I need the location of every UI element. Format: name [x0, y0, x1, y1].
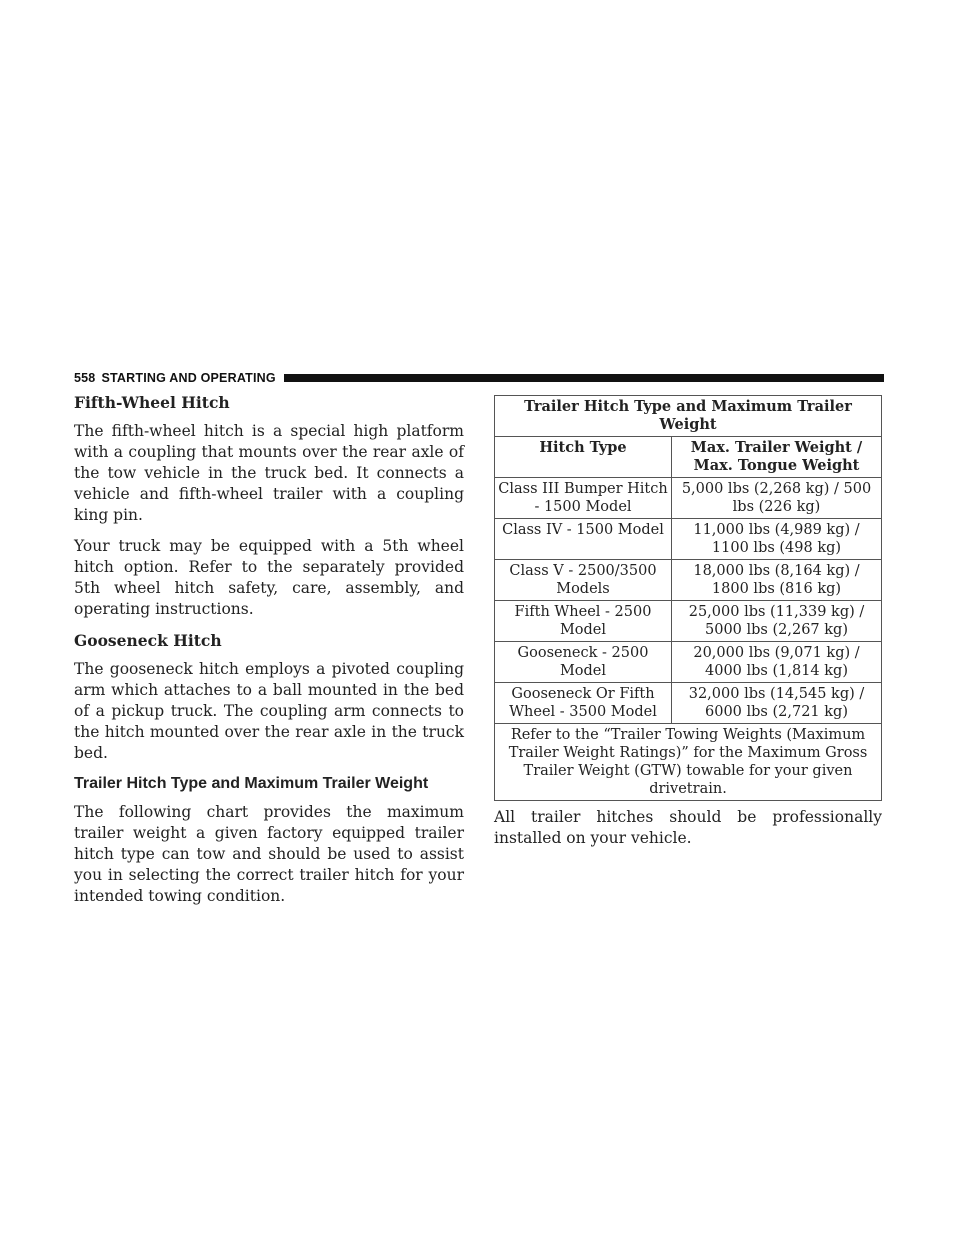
table-title: Trailer Hitch Type and Maximum Trailer Weight [495, 396, 882, 437]
section-title: STARTING AND OPERATING [101, 371, 276, 385]
table-row [495, 560, 882, 601]
table-footer-note: Refer to the “Trailer Towing Weights (Maximum Trailer Weight Ratings)” for the Maximum Gross Trailer Weight (GTW) towable for your given drivetrain. [495, 724, 882, 801]
page-number: 558 [74, 371, 96, 385]
left-column [74, 392, 464, 917]
weight-cell: 32,000 lbs (14,545 kg) / 6000 lbs (2,721 kg) [672, 683, 882, 724]
installation-note: All trailer hitches should be professionally installed on your vehicle. [494, 808, 882, 847]
gooseneck-paragraph: The gooseneck hitch employs a pivoted coupling arm which attaches to a ball mounted in the bed of a pickup truck. The coupling arm connects to the hitch mounted over the rear axle in the truck bed. [74, 660, 464, 762]
table-row [495, 642, 882, 683]
table-row [495, 683, 882, 724]
header-rule [284, 374, 884, 382]
weight-cell: 5,000 lbs (2,268 kg) / 500 lbs (226 kg) [672, 478, 882, 519]
table-row [495, 601, 882, 642]
trailer-hitch-paragraph: The following chart provides the maximum trailer weight a given factory equipped trailer hitch type can tow and should be used to assist you in selecting the correct trailer hitch for your intended towing condition. [74, 803, 464, 905]
trailer-hitch-heading: Trailer Hitch Type and Maximum Trailer Weight [74, 775, 429, 792]
weight-cell: 25,000 lbs (11,339 kg) / 5000 lbs (2,267 kg) [672, 601, 882, 642]
hitch-type-cell: Gooseneck Or Fifth Wheel - 3500 Model [495, 683, 672, 724]
weight-cell: 18,000 lbs (8,164 kg) / 1800 lbs (816 kg) [672, 560, 882, 601]
weight-cell: 20,000 lbs (9,071 kg) / 4000 lbs (1,814 kg) [672, 642, 882, 683]
col-header-max-weight: Max. Trailer Weight / Max. Tongue Weight [672, 437, 882, 478]
weight-cell: 11,000 lbs (4,989 kg) / 1100 lbs (498 kg) [672, 519, 882, 560]
fifth-wheel-heading: Fifth-Wheel Hitch [74, 393, 230, 412]
gooseneck-heading: Gooseneck Hitch [74, 631, 222, 650]
right-column [494, 395, 882, 849]
page-header [74, 371, 884, 385]
hitch-type-cell: Fifth Wheel - 2500 Model [495, 601, 672, 642]
col-header-hitch-type: Hitch Type [495, 437, 672, 478]
fifth-wheel-paragraph-2: Your truck may be equipped with a 5th wheel hitch option. Refer to the separately provided 5th wheel hitch safety, care, assembly, and operating instructions. [74, 537, 464, 618]
hitch-type-cell: Class III Bumper Hitch - 1500 Model [495, 478, 672, 519]
fifth-wheel-paragraph-1: The fifth-wheel hitch is a special high platform with a coupling that mounts over the rear axle of the tow vehicle in the truck bed. It connects a vehicle and fifth-wheel trailer with a coupling king pin. [74, 422, 464, 524]
table-row [495, 478, 882, 519]
hitch-type-cell: Gooseneck - 2500 Model [495, 642, 672, 683]
hitch-type-cell: Class V - 2500/3500 Models [495, 560, 672, 601]
hitch-type-cell: Class IV - 1500 Model [495, 519, 672, 560]
table-row [495, 519, 882, 560]
trailer-hitch-table [494, 395, 882, 801]
